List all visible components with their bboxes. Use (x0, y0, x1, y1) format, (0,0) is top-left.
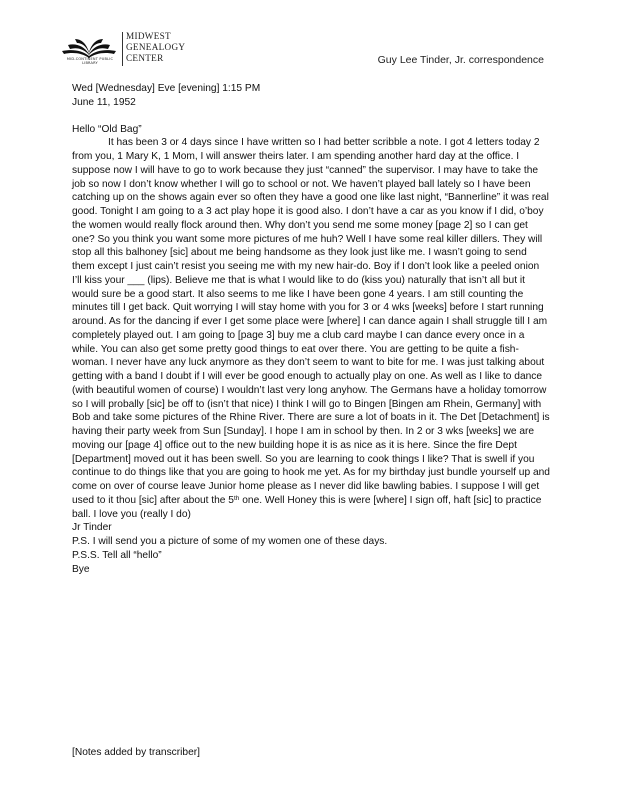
letter-text-part-2: one. Well Honey this is were [where] I sign off, haft [sic] to practice ball. I love you (really I do) (72, 494, 542, 520)
library-logo (60, 30, 210, 70)
ordinal-suffix: th (233, 494, 240, 502)
logo-name-line-3: CENTER (126, 53, 164, 63)
postscript: P.S. I will send you a picture of some of my women one of these days. (72, 536, 388, 547)
date-line-1: Wed [Wednesday] Eve [evening] 1:15 PM (72, 83, 261, 94)
salutation: Hello “Old Bag” (72, 123, 142, 135)
closing: Bye (72, 563, 90, 575)
letter-body (72, 82, 550, 576)
second-postscript: P.S.S. Tell all “hello” (72, 549, 162, 561)
transcriber-note: [Notes added by transcriber] (72, 747, 200, 758)
logo-name-line-2: GENEALOGY (126, 42, 186, 52)
date-block (72, 82, 550, 110)
logo-subtitle: MID-CONTINENT PUBLIC LIBRARY (66, 57, 114, 65)
date-line-2: June 11, 1952 (72, 96, 136, 108)
letter-text-part-1: It has been 3 or 4 days since I have written so I had better scribble a note. I got 4 letters today 2 from you, 1 Mary K, 1 Mom, I will answer theirs later. I am spending another hard day at the office. I suppose now I will have to go to work because they just “canned” the supervisor. I may have to take the job so now I don’t know whether I will go to school or not. We haven’t played ball lately so I have been catching up on the shows again ever so often they have a good one like last night, “Bannerline” it was real good. Tonight I am going to a 3 act play hope it is good also. I don’t have a car as you know if I did, o’boy the women would really flock around then. Why don’t you send me some money [page 2] so I can get one? So you think you want some more pictures of me huh? Well I have some real killer dillers. They will stop all this balhoney [sic] about me being handsome as they look just like me. I wasn’t going to send them except I just cain’t resist you seeing me with my new hair-do. Boy if I don’t look like a peeled onion I’ll kiss your ___ (lips). Believe me that is what I would like to do (kiss you) naturally that isn’t all but it would sure be a good start. It also seems to me like I have been gone 4 years. I am still counting the minutes till I get back. Quit worrying I will stay home with you for 3 or 4 wks [weeks] before I start running around. As for the dancing if ever I get some place were [where] I can dance again I shall struggle till I am completely played out. I am going to [page 3] buy me a club card maybe I can dance every once in a while. You can also get some pretty good things to eat over there. You are getting to be quite a fish-woman. I never have any luck anymore as they don’t seem to want to bite for me. I was just talking about getting with a band I doubt if I will ever be good enough to actually play on one. As well as I like to dance (with beautiful women of course) I wouldn’t last very long anyhow. The Germans have a holiday tomorrow so I will probally [sic] be off to (isn’t that nice) I think I will go to Bingen [Bingen am Rhein, Germany] with Bob and take some pictures of the Rhine River. There are sure a lot of boats in it. The Det [Detachment] is having their party week from Sun [Sunday]. I hope I am in school by then. In 2 or 3 wks [weeks] we are moving our [page 4] office out to the new building hope it is as nice as it is here. Since the fire Dept [Department] moved out it has been swell. So you are learning to cook things I like? That is swell if you continue to do things like that you are going to hook me yet. As for my birthday just bundle yourself up and come on over of course leave Junior home please as I never did like bawling babies. I suppose I will get used to it thou [sic] after about the 5 (72, 137, 550, 506)
collection-title: Guy Lee Tinder, Jr. correspondence (377, 54, 544, 66)
signature: Jr Tinder (72, 522, 112, 534)
letter-paragraph (72, 136, 550, 521)
logo-name (126, 31, 185, 64)
logo-divider (122, 32, 123, 66)
logo-name-line-1: MIDWEST (126, 31, 171, 41)
